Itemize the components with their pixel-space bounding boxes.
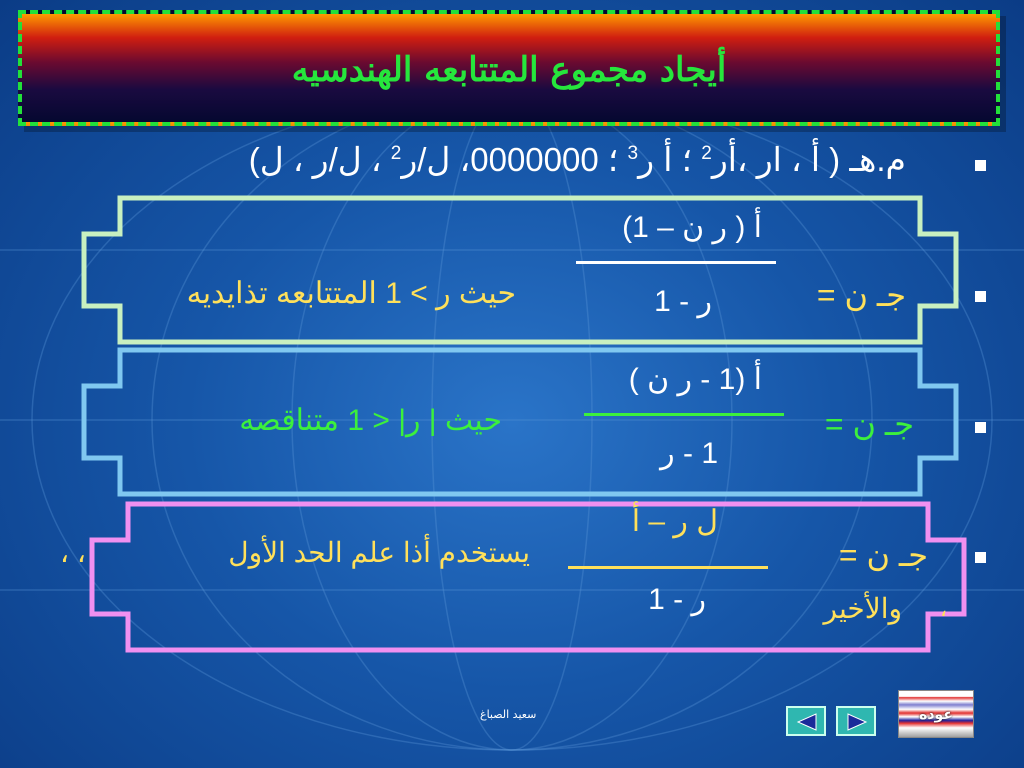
case2-condition: حيث | ر| < 1 متناقصه: [239, 404, 502, 437]
title-banner: [18, 10, 1000, 126]
seq-sup-2: 3: [627, 143, 639, 164]
back-button[interactable]: [898, 690, 974, 738]
seq-sup-1: 2: [701, 143, 712, 164]
case3-lhs: جـ ن =: [838, 537, 928, 573]
case1-denominator: ر - 1: [654, 285, 712, 318]
bullet-3: [975, 422, 986, 433]
case1-lhs: جـ ن =: [816, 277, 906, 313]
case1-fraction-bar: [576, 261, 776, 264]
bullet-2: [975, 291, 986, 302]
sequence-definition: [249, 140, 906, 179]
case3-mark: ،: [940, 596, 948, 621]
bullet-4: [975, 552, 986, 563]
case3-fraction-bar: [568, 566, 768, 569]
seq-mid-1: ؛ أ ر: [638, 141, 702, 178]
case3-denominator: ر - 1: [648, 583, 706, 616]
case1-numerator: أ ( ر ن – 1): [622, 211, 762, 244]
case3-frame: [88, 500, 968, 654]
back-button-label: عوده: [919, 707, 953, 723]
seq-mid-2: ؛ 0000000، ل/ر: [401, 141, 628, 178]
case3-numerator: ل ر – أ: [631, 505, 718, 538]
arrow-left-icon: [794, 712, 820, 732]
case2-fraction-bar: [584, 413, 784, 416]
case3-condition: يستخدم أذا علم الحد الأول: [228, 537, 530, 568]
case2-lhs: جـ ن =: [824, 406, 914, 442]
page-title: أيجاد مجموع المتتابعه الهندسيه: [291, 50, 727, 90]
case1-condition: حيث ر > 1 المتتابعه تذايديه: [186, 277, 516, 310]
arrow-right-icon: [844, 712, 870, 732]
seq-prefix: م.هـ ( أ ، ار ،أر: [711, 141, 906, 178]
case1-frame: [80, 194, 960, 346]
seq-suffix: ، ل/ر ، ل): [248, 141, 391, 178]
case2-denominator: 1 - ر: [660, 437, 718, 470]
bullet-1: [975, 160, 986, 171]
case3-second-line: والأخير: [823, 593, 902, 624]
author-name: سعيد الصباغ: [480, 708, 537, 721]
case3-trailing-commas: ، ،: [60, 537, 86, 568]
next-slide-button[interactable]: [836, 706, 876, 736]
previous-slide-button[interactable]: [786, 706, 826, 736]
seq-sup-3: 2: [390, 143, 402, 164]
case2-numerator: أ (1 - ر ن ): [628, 363, 762, 396]
